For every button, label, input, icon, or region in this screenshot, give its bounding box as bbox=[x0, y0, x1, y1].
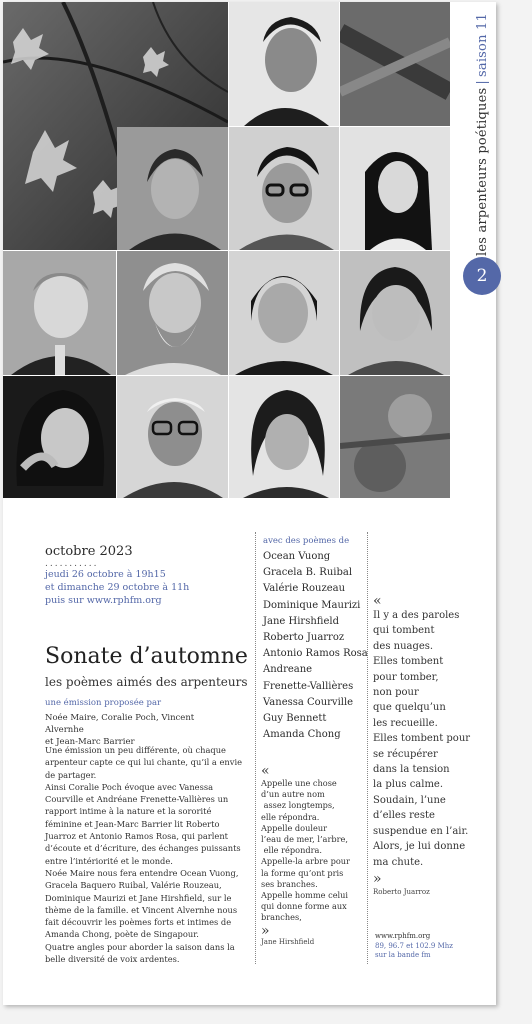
poem-line: Alors, je lui donne bbox=[373, 841, 466, 853]
portrait-photo bbox=[117, 376, 228, 498]
poet-name: Antonio Ramos Rosa bbox=[263, 648, 368, 660]
poem-line: d’un autre nom bbox=[261, 789, 325, 800]
poet-name: Gracela B. Ruibal bbox=[263, 567, 353, 579]
poem-line: pour tomber, bbox=[373, 671, 439, 683]
portrait-photo bbox=[229, 2, 339, 126]
poem-line: des nuages. bbox=[373, 640, 434, 652]
poem-line: Elles tombent bbox=[373, 656, 444, 668]
poem-line: Appelle homme celui bbox=[261, 890, 349, 901]
poster-page bbox=[3, 2, 496, 1005]
poem-line: assez longtemps, bbox=[261, 800, 335, 811]
portrait-photo bbox=[340, 251, 450, 375]
poet-name: Jane Hirshfield bbox=[263, 615, 339, 627]
close-quote-mark: » bbox=[261, 922, 270, 939]
portrait-grid bbox=[3, 2, 450, 498]
poet-name: Valérie Rouzeau bbox=[263, 583, 346, 595]
poem-line: se récupérer bbox=[373, 748, 438, 760]
portrait-photo bbox=[117, 251, 228, 375]
poet-name: Amanda Chong bbox=[263, 729, 341, 741]
portrait-photo bbox=[340, 127, 450, 250]
poem-line: Elles tombent pour bbox=[373, 733, 471, 745]
broadcast-date: et dimanche 29 octobre à 11h bbox=[45, 582, 190, 593]
program-title: Sonate d’automne bbox=[45, 644, 248, 669]
program-subtitle: les poèmes aimés des arpenteurs bbox=[45, 675, 248, 689]
poem-line: elle répondra. bbox=[261, 811, 320, 822]
dotted-rule: ........... bbox=[45, 559, 99, 569]
proposed-by-label: une émission proposée par bbox=[45, 698, 162, 708]
poem-line: suspendue en l’air. bbox=[373, 825, 469, 837]
poem-line: d’elles reste bbox=[373, 810, 435, 822]
poet-name: Frenette-Vallières bbox=[263, 680, 354, 692]
poet-name: Andreane bbox=[263, 664, 313, 676]
radio-website[interactable]: www.rphfm.org bbox=[375, 932, 431, 940]
poem-line: branches, bbox=[261, 912, 302, 923]
hosts bbox=[45, 712, 235, 748]
poem-line: que quelqu’un bbox=[373, 702, 446, 714]
poem-line: la plus calme. bbox=[373, 779, 444, 791]
broadcast-date: jeudi 26 octobre à 19h15 bbox=[45, 569, 166, 580]
hosts-line: Noée Maire, Coralie Poch, Vincent Alvernhe bbox=[45, 713, 195, 735]
hosts-line: et Jean-Marc Barrier bbox=[45, 737, 135, 747]
paragraph: Quatre angles pour aborder la saison dans la belle diversité de voix ardentes. bbox=[45, 941, 235, 965]
poet-name: Dominique Maurizi bbox=[263, 599, 361, 611]
poem-line: Soudain, l’une bbox=[373, 794, 446, 806]
radio-frequencies: 89, 96.7 et 102.9 Mhz bbox=[375, 941, 453, 950]
poem-line: qui donne forme aux bbox=[261, 901, 347, 912]
portrait-photo bbox=[229, 127, 339, 250]
poem-lines bbox=[261, 778, 361, 924]
quote-juarroz bbox=[373, 594, 483, 896]
poem-line: Appelle douleur bbox=[261, 822, 328, 833]
poem-line: ma chute. bbox=[373, 856, 424, 868]
poem-line: dans la tension bbox=[373, 764, 450, 776]
poem-lines bbox=[373, 608, 483, 870]
series-title: les arpenteurs poétiques bbox=[475, 87, 490, 256]
portrait-photo bbox=[117, 127, 228, 250]
landscape-photo bbox=[340, 376, 450, 498]
paragraph: Ainsi Coralie Poch évoque avec Vanessa Courville et Andréane Frenette-Vallières un rapport intime à la nature et la sororité féminine et Jean-Marc Barrier lit Roberto Juarroz et Antonio Ramos Rosa, qui parlent d’écoute et d’écriture, des échanges puissants entre l’intériorité et le monde. bbox=[45, 781, 241, 866]
issue-number-badge: 2 bbox=[463, 257, 501, 295]
poets-list bbox=[263, 549, 368, 743]
portrait-photo bbox=[3, 251, 116, 375]
radio-info bbox=[375, 932, 453, 961]
poem-line: Appelle-la arbre pour bbox=[261, 856, 350, 867]
poem-line: la forme qu’ont pris bbox=[261, 867, 344, 878]
paragraph: Une émission un peu différente, où chaque arpenteur capte ce qui lui chante, qu’il a envie de partager. bbox=[45, 745, 243, 780]
poem-line: Appelle une chose bbox=[261, 778, 337, 788]
poem-line: qui tombent bbox=[373, 625, 435, 637]
paragraph: Noée Maire nous fera entendre Ocean Vuong, Gracela Baquero Ruibal, Valérie Rouzeau, Dominique Maurizi et Jane Hirshfield, sur le thème de la famille. et Vincent Alvernhe nous fait découvrir les poèmes forts et intimes de Amanda Chong, poète de Singapour. bbox=[45, 867, 239, 940]
broadcast-month: octobre 2023 bbox=[45, 544, 133, 559]
poets-label: avec des poèmes de bbox=[263, 536, 350, 546]
column-divider bbox=[255, 532, 256, 964]
poet-name: Vanessa Courville bbox=[263, 696, 354, 708]
portrait-photo bbox=[3, 376, 116, 498]
poem-line: l’eau de mer, l’arbre, bbox=[261, 834, 348, 845]
broadcast-block bbox=[45, 544, 189, 607]
poem-author: Jane Hirshfield bbox=[261, 937, 315, 946]
poem-line: les recueille. bbox=[373, 717, 438, 729]
program-description bbox=[45, 744, 247, 965]
landscape-photo bbox=[340, 2, 450, 126]
open-quote-mark: « bbox=[261, 763, 270, 779]
poem-line: elle répondra. bbox=[261, 845, 322, 856]
poem-line: Il y a des paroles bbox=[373, 610, 460, 621]
poet-name: Roberto Juarroz bbox=[263, 632, 345, 644]
season-label: saison 11 bbox=[475, 13, 490, 77]
poet-name: Guy Bennett bbox=[263, 713, 327, 725]
broadcast-website: puis sur www.rphfm.org bbox=[45, 595, 162, 606]
poem-line: ses branches. bbox=[261, 878, 318, 889]
open-quote-mark: « bbox=[373, 593, 382, 609]
close-quote-mark: » bbox=[373, 870, 382, 887]
separator: | bbox=[475, 80, 490, 85]
portrait-photo bbox=[229, 251, 339, 375]
quote-hirshfield bbox=[261, 764, 361, 946]
portrait-photo bbox=[229, 376, 339, 498]
poem-line: non pour bbox=[373, 687, 419, 699]
radio-band: sur la bande fm bbox=[375, 951, 431, 959]
poem-author: Roberto Juarroz bbox=[373, 887, 430, 896]
poet-name: Ocean Vuong bbox=[263, 551, 331, 562]
series-title-rail bbox=[473, 13, 493, 264]
